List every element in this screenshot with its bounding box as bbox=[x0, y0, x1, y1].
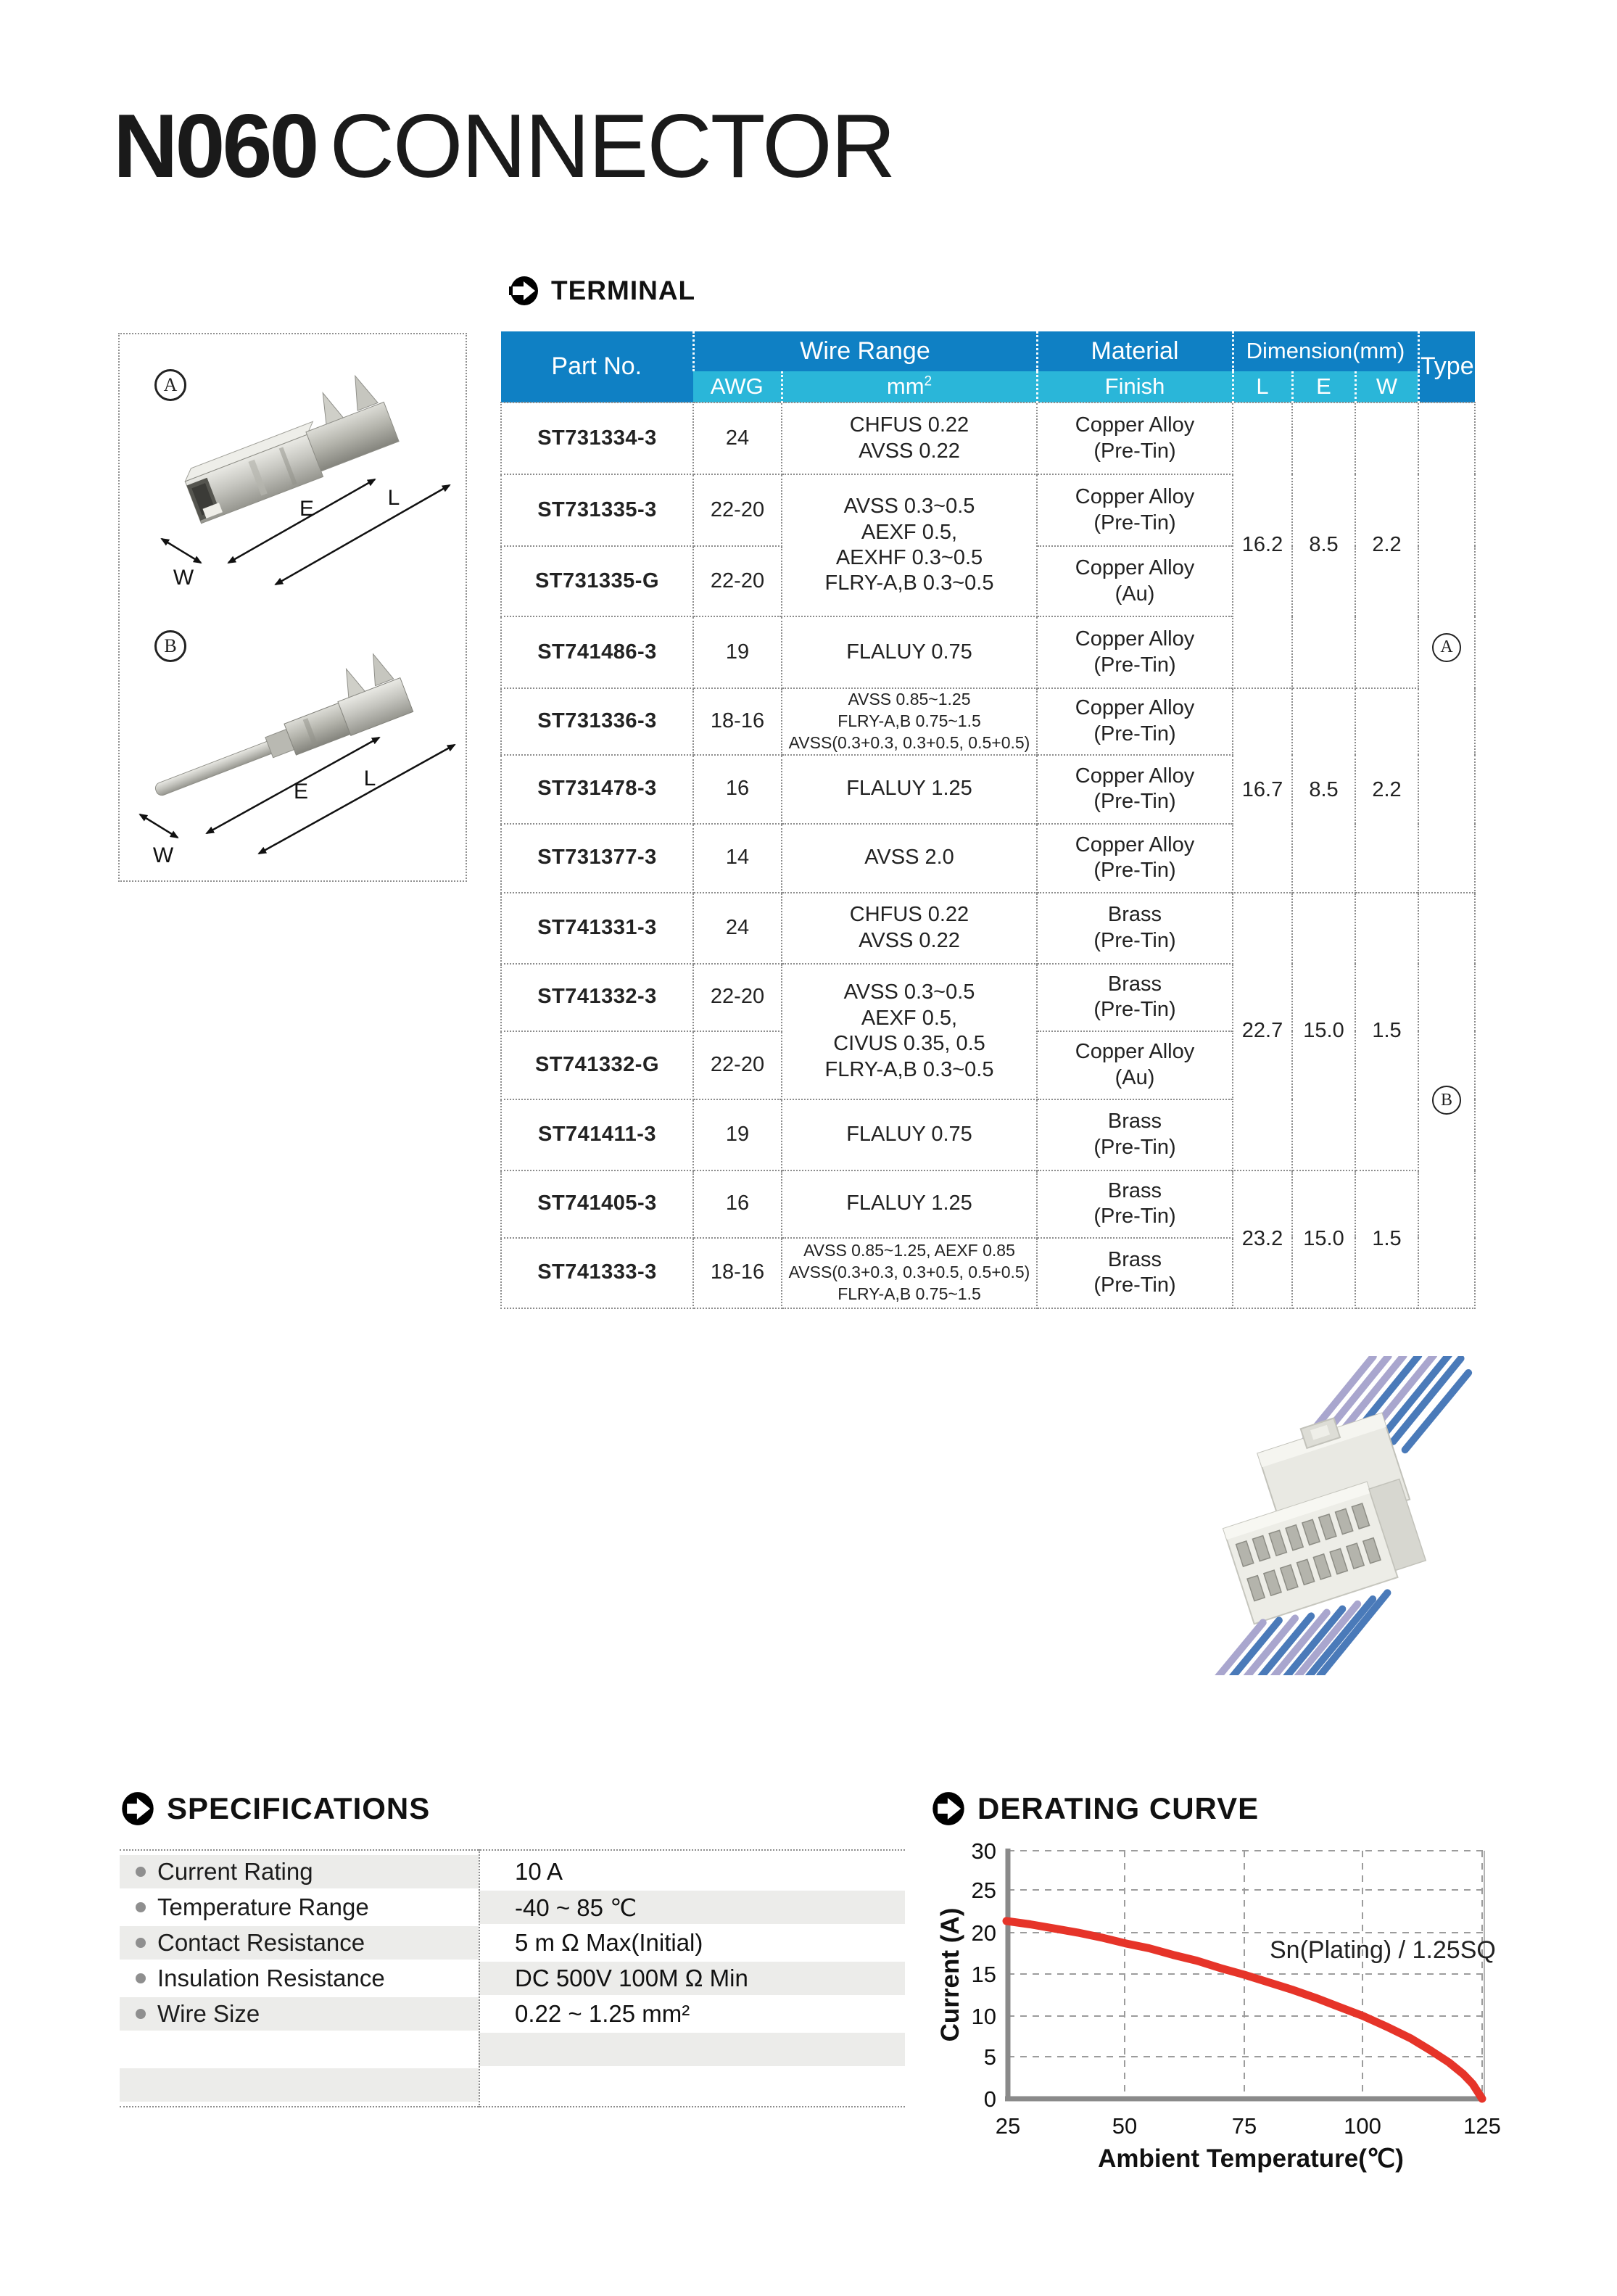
col-header-wire-range: Wire Range bbox=[693, 331, 1037, 371]
awg: 24 bbox=[693, 402, 782, 474]
spec-value: 5 m Ω Max(Initial) bbox=[515, 1929, 703, 1956]
part-no: ST741411-3 bbox=[501, 1099, 693, 1170]
page-title-product: CONNECTOR bbox=[329, 96, 895, 197]
table-row bbox=[501, 688, 1475, 755]
wire-line: FLRY-A,B 0.3~0.5 bbox=[824, 571, 994, 595]
terminal-photos bbox=[120, 334, 466, 880]
material-line: (Pre-Tin) bbox=[1093, 998, 1176, 1022]
y-tick-labels bbox=[972, 1838, 996, 2112]
material-line: Copper Alloy bbox=[1075, 556, 1195, 580]
awg: 14 bbox=[693, 824, 782, 893]
type-b-circ: B bbox=[1432, 1086, 1461, 1115]
wire-range: AVSS 2.0 bbox=[782, 824, 1037, 893]
wire-range: FLALUY 1.25 bbox=[782, 755, 1037, 824]
material-finish bbox=[1037, 755, 1233, 824]
terminal-b-photo bbox=[138, 648, 455, 867]
curve-annotation: Sn(Plating) / 1.25SQ bbox=[1270, 1936, 1496, 1964]
dim-e: 15.0 bbox=[1292, 1170, 1355, 1308]
material-line: (Pre-Tin) bbox=[1093, 1273, 1176, 1297]
col-header-mm2 bbox=[782, 371, 1037, 402]
material-line: Copper Alloy bbox=[1075, 833, 1195, 856]
x-tick: 125 bbox=[1463, 2113, 1501, 2139]
part-no: ST741486-3 bbox=[501, 616, 693, 688]
terminal-a-photo bbox=[162, 370, 450, 590]
material-finish bbox=[1037, 546, 1233, 616]
dim-w: 1.5 bbox=[1355, 1170, 1418, 1308]
y-tick: 15 bbox=[971, 1962, 996, 1987]
page-title bbox=[113, 96, 895, 197]
wire-line: CIVUS 0.35, 0.5 bbox=[833, 1032, 985, 1056]
spec-row bbox=[120, 1891, 905, 1924]
awg: 16 bbox=[693, 1170, 782, 1238]
terminal-table bbox=[500, 331, 1476, 1309]
wire-line: AVSS 0.22 bbox=[859, 439, 960, 463]
col-header-e: E bbox=[1292, 371, 1355, 402]
material-finish bbox=[1037, 893, 1233, 964]
y-tick: 30 bbox=[971, 1838, 996, 1864]
spec-row bbox=[120, 1962, 905, 1995]
terminal-b-dim-w: W bbox=[152, 843, 174, 867]
col-header-material: Material bbox=[1037, 331, 1233, 371]
awg: 19 bbox=[693, 616, 782, 688]
material-finish bbox=[1037, 402, 1233, 474]
material-finish bbox=[1037, 1031, 1233, 1099]
terminal-a-dim-l: L bbox=[387, 486, 400, 510]
wire-line: CHFUS 0.22 bbox=[849, 903, 969, 927]
material-line: Brass bbox=[1107, 1178, 1162, 1202]
material-finish bbox=[1037, 824, 1233, 893]
part-no: ST731335-G bbox=[501, 546, 693, 616]
table-row bbox=[501, 402, 1475, 474]
x-tick: 75 bbox=[1231, 2113, 1257, 2139]
material-line: (Pre-Tin) bbox=[1093, 722, 1176, 746]
material-line: Copper Alloy bbox=[1075, 627, 1195, 651]
x-tick: 25 bbox=[995, 2113, 1021, 2139]
material-line: (Pre-Tin) bbox=[1093, 511, 1176, 534]
material-finish bbox=[1037, 964, 1233, 1031]
dim-e: 15.0 bbox=[1292, 893, 1355, 1170]
wire-range bbox=[782, 964, 1037, 1099]
type-a-circ: A bbox=[1432, 633, 1461, 662]
x-tick: 50 bbox=[1112, 2113, 1138, 2139]
spec-row-empty bbox=[120, 2033, 905, 2066]
dim-w: 2.2 bbox=[1355, 688, 1418, 893]
wire-line: AVSS 0.85~1.25, AEXF 0.85 bbox=[803, 1241, 1015, 1260]
terminal-type-b-letter: B bbox=[164, 635, 177, 656]
material-finish bbox=[1037, 1170, 1233, 1238]
y-tick: 10 bbox=[971, 2004, 996, 2029]
part-no: ST731336-3 bbox=[501, 688, 693, 755]
material-line: Copper Alloy bbox=[1075, 485, 1195, 509]
dim-e: 8.5 bbox=[1292, 688, 1355, 893]
terminal-photo-panel bbox=[118, 333, 467, 882]
wire-range bbox=[782, 893, 1037, 964]
terminal-b-dim-e: E bbox=[293, 780, 309, 804]
col-header-type: Type bbox=[1418, 331, 1475, 402]
wire-line: AVSS(0.3+0.3, 0.3+0.5, 0.5+0.5) bbox=[788, 732, 1030, 752]
material-line: (Pre-Tin) bbox=[1093, 439, 1176, 463]
terminal-a-dim-w: W bbox=[173, 566, 194, 590]
wire-line: AEXF 0.5, bbox=[861, 520, 958, 544]
material-line: Copper Alloy bbox=[1075, 764, 1195, 788]
part-no: ST731335-3 bbox=[501, 474, 693, 546]
spec-row bbox=[120, 1997, 905, 2031]
dim-w: 2.2 bbox=[1355, 402, 1418, 688]
awg: 22-20 bbox=[693, 964, 782, 1031]
material-line: (Au) bbox=[1114, 582, 1155, 606]
wire-range bbox=[782, 474, 1037, 616]
terminal-b-dim-l: L bbox=[363, 767, 376, 790]
col-header-l: L bbox=[1233, 371, 1292, 402]
y-tick: 5 bbox=[983, 2044, 996, 2070]
spec-label: Temperature Range bbox=[157, 1894, 369, 1920]
part-no: ST731478-3 bbox=[501, 755, 693, 824]
wire-line: AEXF 0.5, bbox=[861, 1006, 958, 1030]
awg: 24 bbox=[693, 893, 782, 964]
terminal-a-dim-e: E bbox=[299, 497, 315, 521]
y-tick: 20 bbox=[971, 1920, 996, 1946]
col-header-w: W bbox=[1355, 371, 1418, 402]
type-cell-a bbox=[1418, 402, 1475, 893]
material-line: Copper Alloy bbox=[1075, 1040, 1195, 1064]
spec-label: Current Rating bbox=[157, 1858, 313, 1885]
dim-l: 16.7 bbox=[1233, 688, 1292, 893]
part-no: ST741332-G bbox=[501, 1031, 693, 1099]
wire-range: FLALUY 0.75 bbox=[782, 1099, 1037, 1170]
specifications-section-title: SPECIFICATIONS bbox=[167, 1791, 431, 1825]
part-no: ST741332-3 bbox=[501, 964, 693, 1031]
derating-section-title: DERATING CURVE bbox=[977, 1791, 1260, 1825]
part-no: ST731334-3 bbox=[501, 402, 693, 474]
col-header-dimension: Dimension(mm) bbox=[1233, 331, 1418, 371]
material-finish bbox=[1037, 688, 1233, 755]
dim-l: 16.2 bbox=[1233, 402, 1292, 688]
awg: 18-16 bbox=[693, 1238, 782, 1308]
wire-line: AVSS 0.3~0.5 bbox=[843, 980, 975, 1004]
wire-line: CHFUS 0.22 bbox=[849, 413, 969, 437]
y-axis-label: Current (A) bbox=[936, 1907, 964, 2042]
wire-range: FLALUY 0.75 bbox=[782, 616, 1037, 688]
awg: 22-20 bbox=[693, 546, 782, 616]
wire-range: FLALUY 1.25 bbox=[782, 1170, 1037, 1238]
dim-e: 8.5 bbox=[1292, 402, 1355, 688]
y-tick: 25 bbox=[971, 1878, 996, 1903]
material-line: Copper Alloy bbox=[1075, 696, 1195, 720]
dim-l: 23.2 bbox=[1233, 1170, 1292, 1308]
material-finish bbox=[1037, 474, 1233, 546]
material-finish bbox=[1037, 616, 1233, 688]
table-row bbox=[501, 1170, 1475, 1238]
page-title-model: N060 bbox=[113, 96, 317, 197]
spec-row-empty bbox=[120, 2068, 905, 2102]
col-header-part-no: Part No. bbox=[501, 331, 693, 402]
spec-bullet-icon bbox=[136, 1867, 146, 1877]
awg: 22-20 bbox=[693, 1031, 782, 1099]
awg: 19 bbox=[693, 1099, 782, 1170]
spec-row bbox=[120, 1926, 905, 1960]
specifications-table bbox=[120, 1849, 905, 2107]
wire-line: AVSS 0.85~1.25 bbox=[848, 690, 971, 709]
material-line: Copper Alloy bbox=[1075, 413, 1195, 437]
x-axis-label: Ambient Temperature(℃) bbox=[1098, 2144, 1404, 2173]
col-header-finish: Finish bbox=[1037, 371, 1233, 402]
mm2-base: mm bbox=[886, 373, 925, 399]
spec-value: DC 500V 100M Ω Min bbox=[515, 1965, 748, 1991]
material-finish bbox=[1037, 1099, 1233, 1170]
x-tick: 100 bbox=[1344, 2113, 1381, 2139]
spec-value: -40 ~ 85 ℃ bbox=[515, 1894, 637, 1921]
material-line: Brass bbox=[1107, 903, 1162, 927]
awg: 18-16 bbox=[693, 688, 782, 755]
derating-chart bbox=[921, 1770, 1537, 2190]
wire-line: AEXHF 0.3~0.5 bbox=[835, 546, 983, 569]
dim-l: 22.7 bbox=[1233, 893, 1292, 1170]
wire-range bbox=[782, 688, 1037, 755]
spec-label: Contact Resistance bbox=[157, 1929, 365, 1956]
material-line: (Pre-Tin) bbox=[1093, 1135, 1176, 1159]
spec-value: 10 A bbox=[515, 1858, 563, 1885]
material-line: (Pre-Tin) bbox=[1093, 928, 1176, 952]
terminal-spec-table bbox=[500, 331, 1476, 1309]
col-header-awg: AWG bbox=[693, 371, 782, 402]
wire-line: AVSS 0.22 bbox=[859, 928, 960, 952]
part-no: ST741331-3 bbox=[501, 893, 693, 964]
spec-bullet-icon bbox=[136, 2009, 146, 2019]
part-no: ST731377-3 bbox=[501, 824, 693, 893]
material-line: (Pre-Tin) bbox=[1093, 859, 1176, 883]
x-tick-labels bbox=[996, 2113, 1501, 2139]
material-line: (Pre-Tin) bbox=[1093, 653, 1176, 677]
section-arrow-icon bbox=[120, 1791, 155, 1826]
wire-line: FLRY-A,B 0.75~1.5 bbox=[838, 1284, 981, 1304]
spec-bullet-icon bbox=[136, 1902, 146, 1912]
wire-range bbox=[782, 402, 1037, 474]
material-line: (Pre-Tin) bbox=[1093, 790, 1176, 814]
spec-label: Insulation Resistance bbox=[157, 1965, 385, 1991]
type-cell-b bbox=[1418, 893, 1475, 1308]
wire-range bbox=[782, 1238, 1037, 1308]
y-tick: 0 bbox=[983, 2086, 996, 2112]
table-row bbox=[501, 893, 1475, 964]
terminal-section-title: TERMINAL bbox=[551, 276, 696, 305]
material-finish bbox=[1037, 1238, 1233, 1308]
section-arrow-icon bbox=[509, 276, 539, 306]
terminal-type-a-letter: A bbox=[163, 374, 178, 395]
connector-photo bbox=[1131, 1356, 1508, 1675]
spec-bullet-icon bbox=[136, 1973, 146, 1983]
spec-row bbox=[120, 1855, 905, 1888]
part-no: ST741405-3 bbox=[501, 1170, 693, 1238]
spec-label: Wire Size bbox=[157, 2000, 260, 2027]
mm2-sup: 2 bbox=[924, 373, 932, 389]
material-line: Brass bbox=[1107, 1247, 1162, 1271]
dim-w: 1.5 bbox=[1355, 893, 1418, 1170]
spec-bullet-icon bbox=[136, 1938, 146, 1948]
spec-column-divider bbox=[479, 1849, 480, 2107]
awg: 16 bbox=[693, 755, 782, 824]
wire-line: AVSS 0.3~0.5 bbox=[843, 495, 975, 519]
wire-line: FLRY-A,B 0.3~0.5 bbox=[824, 1057, 994, 1081]
spec-value: 0.22 ~ 1.25 mm² bbox=[515, 2000, 690, 2027]
part-no: ST741333-3 bbox=[501, 1238, 693, 1308]
material-line: Brass bbox=[1107, 972, 1162, 996]
material-line: Brass bbox=[1107, 1110, 1162, 1133]
material-line: (Au) bbox=[1114, 1065, 1155, 1089]
wire-line: AVSS(0.3+0.3, 0.3+0.5, 0.5+0.5) bbox=[788, 1263, 1030, 1282]
terminal-section-header bbox=[509, 276, 695, 306]
material-line: (Pre-Tin) bbox=[1093, 1205, 1176, 1228]
wire-line: FLRY-A,B 0.75~1.5 bbox=[838, 711, 981, 730]
specifications-section-header bbox=[120, 1791, 430, 1826]
awg: 22-20 bbox=[693, 474, 782, 546]
